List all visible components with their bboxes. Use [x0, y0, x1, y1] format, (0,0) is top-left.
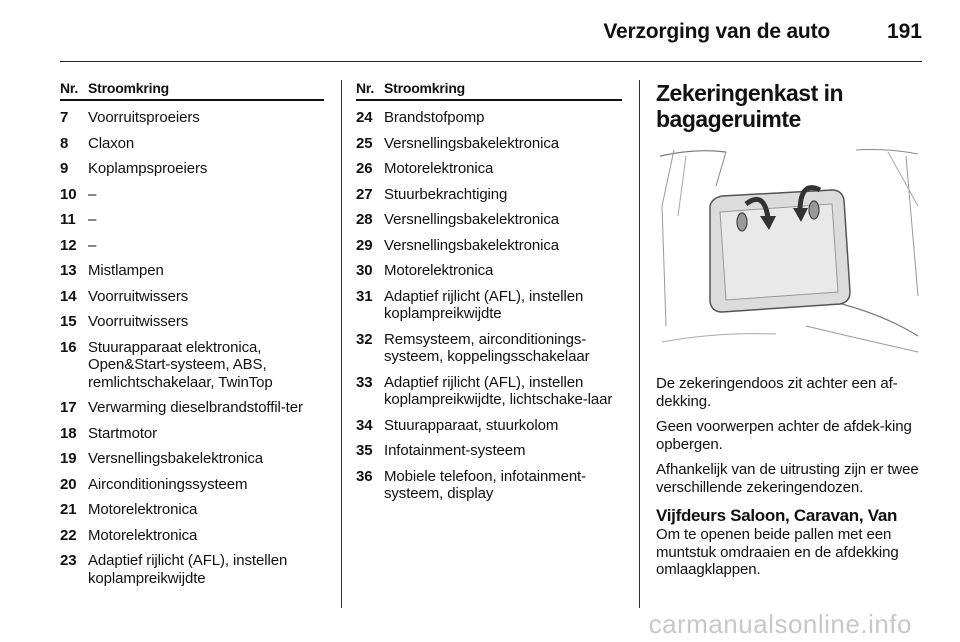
circuit-name: Stuurbekrachtiging — [384, 185, 508, 203]
circuit-name: Verwarming dieselbrandstoffil-ter — [88, 399, 303, 416]
page-header — [60, 0, 922, 62]
fuse-number: 8 — [60, 134, 69, 152]
fuse-number: 30 — [356, 262, 373, 279]
table-row — [60, 450, 324, 468]
table-row — [60, 211, 324, 229]
fuse-number: 35 — [356, 442, 373, 459]
table-row — [356, 468, 622, 503]
fuse-number: 13 — [60, 262, 77, 279]
fuse-number: 25 — [356, 134, 373, 152]
table-row — [60, 237, 324, 255]
table-row — [60, 135, 324, 153]
table-row — [60, 262, 324, 280]
circuit-name: Stuurapparaat, stuurkolom — [384, 416, 559, 434]
table-row — [356, 160, 622, 178]
table-header — [356, 80, 622, 101]
table-row — [356, 331, 622, 366]
table-row — [60, 186, 324, 204]
fuse-number: 26 — [356, 160, 373, 177]
fuse-number: 32 — [356, 330, 373, 348]
circuit-name: Airconditioningssysteem — [88, 475, 248, 493]
paragraph: Afhankelijk van de uitrusting zijn er twee verschillende zekeringendozen. — [656, 461, 919, 496]
table-row — [60, 288, 324, 306]
table-row — [60, 109, 324, 127]
circuit-name: Versnellingsbakelektronica — [384, 236, 560, 254]
fuse-number: 19 — [60, 450, 77, 467]
fuse-number: 15 — [60, 313, 77, 330]
fuse-table-left — [60, 80, 324, 587]
table-row — [60, 476, 324, 494]
circuit-name: Versnellingsbakelektronica — [88, 450, 264, 467]
table-row — [356, 109, 622, 127]
circuit-name: Mobiele telefoon, infotainment-systeem, display — [384, 467, 587, 502]
fuse-number: 7 — [60, 109, 69, 126]
paragraph: De zekeringendoos zit achter een af-dekking. — [656, 375, 898, 410]
page-number: 191 — [886, 20, 922, 43]
trunk-fuse-box-illustration — [656, 146, 922, 358]
fuse-number: 24 — [356, 109, 373, 126]
table-row — [60, 399, 324, 417]
table-row — [60, 160, 324, 178]
table-header — [60, 80, 324, 101]
table-row — [356, 135, 622, 153]
fuse-number: 36 — [356, 467, 373, 485]
paragraph: Om te openen beide pallen met een muntstuk omdraaien en de afdekking omlaagklappen. — [656, 526, 899, 578]
circuit-name: – — [88, 211, 97, 228]
fuse-number: 28 — [356, 211, 373, 228]
fuse-number: 9 — [60, 160, 69, 177]
circuit-name: Motorelektronica — [384, 160, 494, 177]
fuse-number: 33 — [356, 373, 373, 391]
circuit-name: Motorelektronica — [384, 262, 494, 279]
fuse-number: 12 — [60, 236, 77, 254]
table-row — [60, 552, 324, 587]
circuit-name: Mistlampen — [88, 262, 164, 279]
fuse-number: 27 — [356, 185, 373, 203]
circuit-name: Adaptief rijlicht (AFL), instellen koplampreikwijdte, lichtschake-laar — [384, 373, 613, 408]
header-circuit: Stroomkring — [88, 80, 170, 96]
fuse-number: 34 — [356, 416, 373, 434]
fuse-number: 31 — [356, 287, 373, 305]
table-body — [60, 109, 324, 587]
table-row — [60, 501, 324, 519]
table-row — [356, 442, 622, 460]
table-row — [356, 262, 622, 280]
circuit-name: – — [88, 236, 97, 254]
circuit-name: Koplampsproeiers — [88, 160, 208, 177]
circuit-name: Adaptief rijlicht (AFL), instellen koplampreikwijdte — [88, 552, 288, 587]
table-row — [60, 313, 324, 331]
column-divider-left — [341, 80, 342, 608]
fuse-number: 20 — [60, 475, 77, 493]
fuse-number: 21 — [60, 501, 77, 518]
fuse-number: 16 — [60, 338, 77, 356]
circuit-name: Remsysteem, airconditionings-systeem, koppelingsschakelaar — [384, 330, 590, 365]
subheading: Vijfdeurs Saloon, Caravan, Van — [656, 506, 898, 525]
fuse-number: 10 — [60, 185, 77, 203]
section-title-line: Zekeringenkast in — [656, 80, 844, 106]
paragraph: Geen voorwerpen achter de afdek-king opbergen. — [656, 418, 912, 453]
circuit-name: Infotainment-systeem — [384, 442, 526, 459]
circuit-name: Startmotor — [88, 424, 158, 442]
circuit-name: Adaptief rijlicht (AFL), instellen koplampreikwijdte — [384, 287, 584, 322]
fuse-box-section — [656, 80, 922, 579]
table-row — [356, 186, 622, 204]
table-row — [356, 374, 622, 409]
circuit-name: Motorelektronica — [88, 526, 198, 544]
circuit-name: Claxon — [88, 134, 135, 152]
fuse-number: 11 — [60, 211, 76, 228]
circuit-name: Brandstofpomp — [384, 109, 485, 126]
column-divider-right — [639, 80, 640, 608]
circuit-name: Versnellingsbakelektronica — [384, 211, 560, 228]
circuit-name: Versnellingsbakelektronica — [384, 134, 560, 152]
fuse-number: 17 — [60, 399, 77, 416]
table-row — [356, 211, 622, 229]
table-row — [60, 527, 324, 545]
page-title: Verzorging van de auto — [603, 20, 830, 43]
section-title — [656, 80, 922, 132]
circuit-name: Voorruitwissers — [88, 313, 189, 330]
fuse-number: 22 — [60, 526, 77, 544]
circuit-name: Voorruitwissers — [88, 287, 189, 305]
watermark: carmanualsonline.info — [648, 609, 912, 639]
table-row — [356, 237, 622, 255]
table-row — [356, 288, 622, 323]
section-title-line: bagageruimte — [656, 106, 801, 132]
table-row — [356, 417, 622, 435]
table-row — [60, 339, 324, 392]
header-nr: Nr. — [60, 80, 79, 96]
fuse-number: 29 — [356, 236, 373, 254]
circuit-name: Voorruitsproeiers — [88, 109, 200, 126]
table-row — [60, 425, 324, 443]
fuse-number: 14 — [60, 287, 77, 305]
fuse-number: 18 — [60, 424, 77, 442]
header-circuit: Stroomkring — [384, 80, 466, 96]
table-body — [356, 109, 622, 503]
fuse-table-right — [356, 80, 622, 503]
header-nr: Nr. — [356, 80, 375, 96]
circuit-name: Stuurapparaat elektronica, Open&Start-systeem, ABS, remlichtschakelaar, TwinTop — [88, 338, 273, 391]
circuit-name: Motorelektronica — [88, 501, 198, 518]
fuse-number: 23 — [60, 552, 77, 569]
circuit-name: – — [88, 185, 97, 203]
